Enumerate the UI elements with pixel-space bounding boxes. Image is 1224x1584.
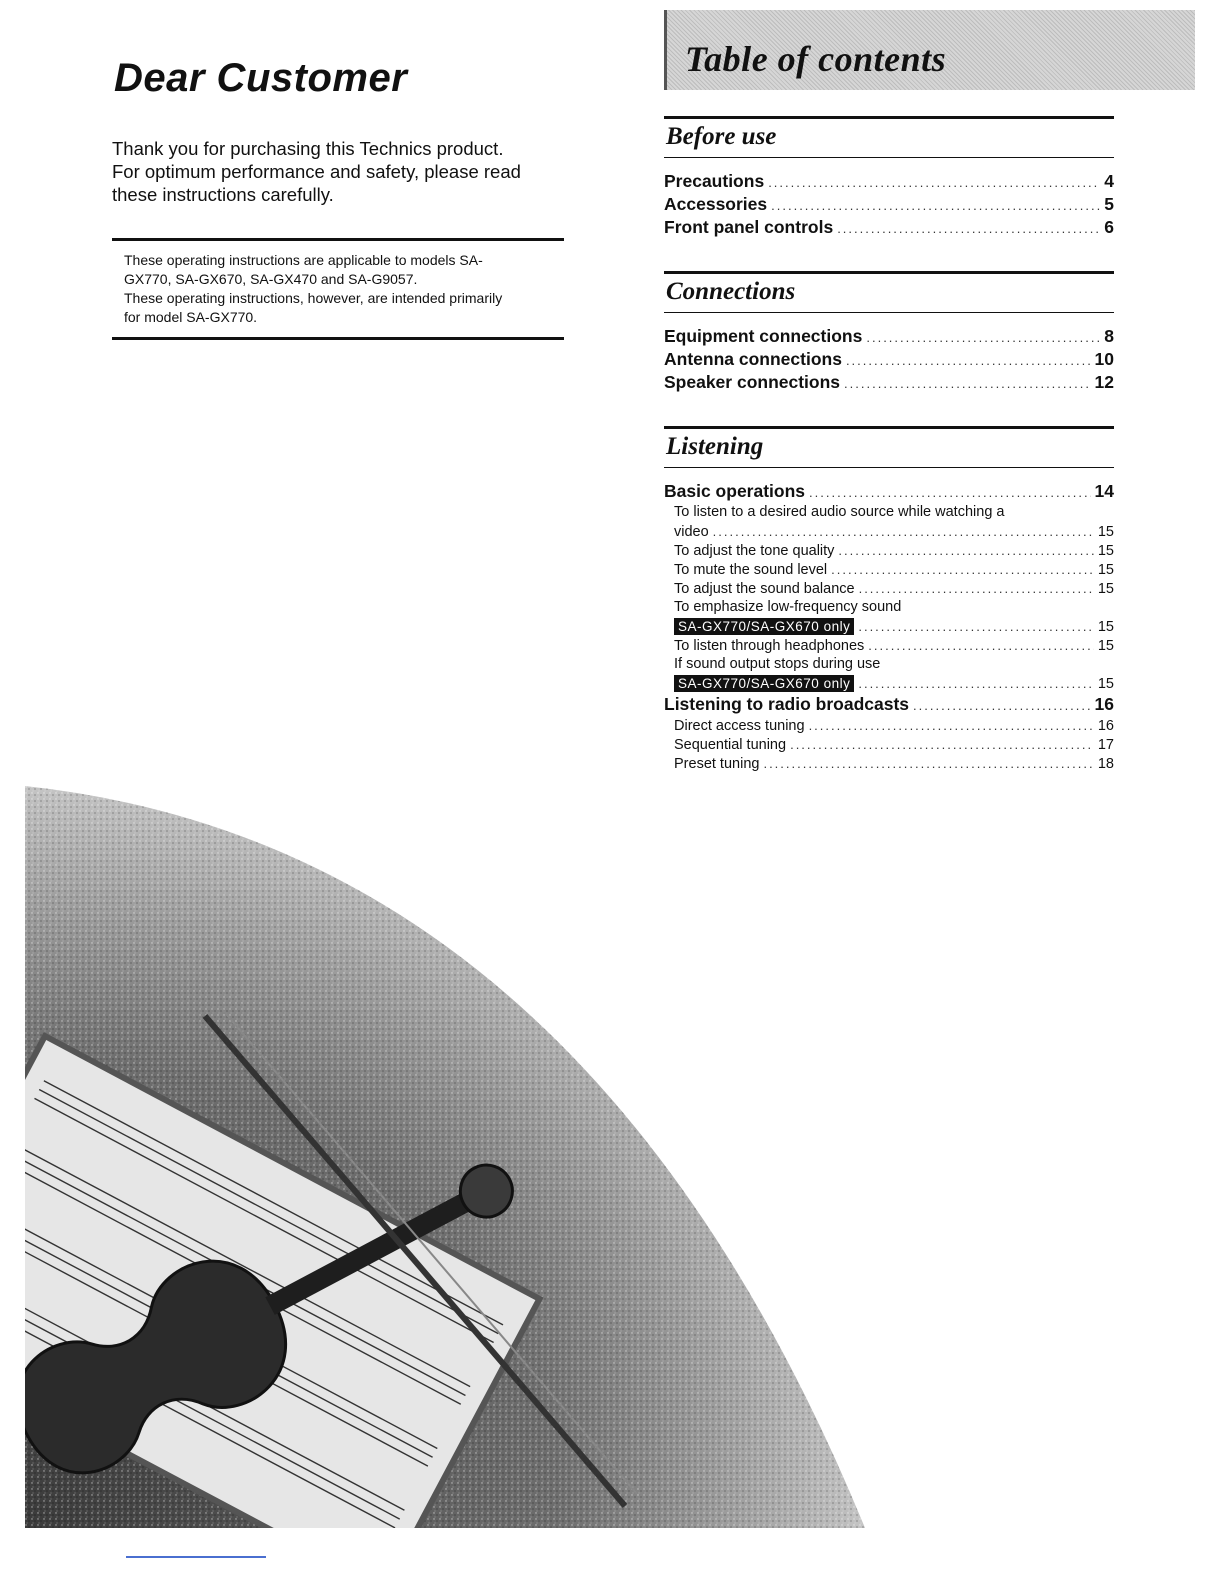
entry-label: Antenna connections (664, 349, 842, 369)
toc-subentry[interactable] (674, 754, 1114, 773)
intro-text (112, 137, 564, 206)
page-number: 4 (1104, 171, 1114, 191)
page-number: 8 (1104, 326, 1114, 346)
toc-entry[interactable] (664, 693, 1114, 716)
entry-label: Precautions (664, 171, 765, 191)
entry-label: To listen through headphones (674, 638, 865, 654)
section-title: Connections (666, 278, 796, 305)
entry-label: To adjust the tone quality (674, 543, 835, 559)
intro-line: For optimum performance and safety, please read (112, 161, 521, 182)
page-number: 14 (1094, 481, 1114, 501)
entry-label: To adjust the sound balance (674, 581, 855, 597)
toc-subentry-text[interactable]: If sound output stops during use (674, 656, 881, 672)
entry-label: Listening to radio broadcasts (664, 694, 910, 714)
entry-label: Basic operations (664, 481, 806, 501)
entry-label: Speaker connections (664, 372, 841, 392)
section-heading-connections (664, 271, 1114, 313)
page-number: 15 (1097, 581, 1114, 597)
toc-title: Table of contents (685, 39, 947, 79)
toc-subentry[interactable] (674, 617, 1114, 636)
dot-leader (838, 541, 1093, 560)
listening-entries (664, 480, 1114, 773)
connections-entries (664, 325, 1114, 394)
notice-line: These operating instructions are applicable to models SA- (124, 252, 483, 268)
toc-entry[interactable] (664, 371, 1114, 394)
notice-line: GX770, SA-GX670, SA-GX470 and SA-G9057. (124, 271, 418, 287)
model-badge: SA-GX770/SA-GX670 only (674, 675, 854, 692)
entry-label: Preset tuning (674, 756, 760, 772)
dot-leader (713, 522, 1094, 541)
page-number: 12 (1094, 372, 1114, 392)
dot-leader (831, 560, 1094, 579)
page-number: 16 (1097, 718, 1114, 734)
toc-subentry[interactable] (674, 579, 1114, 598)
toc-subentry[interactable] (674, 541, 1114, 560)
page-number: 10 (1094, 349, 1114, 369)
page-number: 15 (1097, 562, 1114, 578)
toc-subentry-text[interactable]: To emphasize low-frequency sound (674, 599, 902, 615)
toc-entry[interactable] (664, 348, 1114, 371)
entry-label: Accessories (664, 194, 768, 214)
dot-leader (868, 636, 1094, 655)
page-number: 18 (1097, 756, 1114, 772)
violin-illustration (25, 786, 865, 1528)
page-number: 5 (1104, 194, 1114, 214)
toc-entry[interactable] (664, 193, 1114, 216)
page-number: 15 (1097, 543, 1114, 559)
section-heading-before-use (664, 116, 1114, 158)
dot-leader (858, 674, 1094, 693)
dot-leader (866, 326, 1100, 349)
dot-leader (846, 349, 1091, 372)
toc-subentry-text[interactable]: To listen to a desired audio source while watching a (674, 504, 1005, 520)
page-number: 15 (1097, 638, 1114, 654)
page-number: 15 (1097, 619, 1114, 635)
page-number: 16 (1094, 694, 1114, 714)
dot-leader (837, 217, 1100, 240)
section-heading-listening (664, 426, 1114, 468)
dot-leader (809, 716, 1094, 735)
toc-entry[interactable] (664, 325, 1114, 348)
dot-leader (763, 754, 1093, 773)
dot-leader (771, 194, 1100, 217)
intro-line: Thank you for purchasing this Technics product. (112, 138, 504, 159)
dear-customer-column (112, 56, 564, 340)
section-title: Listening (666, 433, 764, 460)
toc-entry[interactable] (664, 170, 1114, 193)
entry-label: Direct access tuning (674, 718, 805, 734)
dot-leader (790, 735, 1094, 754)
dot-leader (913, 694, 1090, 717)
entry-label: Front panel controls (664, 217, 834, 237)
toc-entry[interactable] (664, 216, 1114, 239)
before-use-entries (664, 170, 1114, 239)
toc-entry[interactable] (664, 480, 1114, 503)
toc-subentry[interactable] (674, 674, 1114, 693)
notice-line: These operating instructions, however, are intended primarily (124, 290, 503, 306)
page-number: 17 (1097, 737, 1114, 753)
entry-label: To mute the sound level (674, 562, 828, 578)
dot-leader (858, 617, 1094, 636)
intro-line: these instructions carefully. (112, 184, 334, 205)
toc-banner (664, 10, 1195, 90)
entry-label: Sequential tuning (674, 737, 787, 753)
page-number: 15 (1097, 676, 1114, 692)
toc-subentry[interactable] (674, 522, 1114, 541)
entry-label: Equipment connections (664, 326, 863, 346)
notice-line: for model SA-GX770. (124, 309, 258, 325)
page-number: 6 (1104, 217, 1114, 237)
dot-leader (768, 171, 1100, 194)
toc-subentry[interactable] (674, 735, 1114, 754)
dot-leader (809, 481, 1091, 504)
dear-customer-title: Dear Customer (114, 56, 408, 100)
section-title: Before use (666, 123, 777, 150)
toc-subentry[interactable] (674, 636, 1114, 655)
toc-subentry[interactable] (674, 716, 1114, 735)
toc-subentry[interactable] (674, 560, 1114, 579)
model-badge: SA-GX770/SA-GX670 only (674, 618, 854, 635)
dot-leader (859, 579, 1094, 598)
footer-underline (126, 1556, 266, 1558)
dot-leader (844, 372, 1090, 395)
page-number: 15 (1097, 524, 1114, 540)
entry-label: video (674, 524, 709, 540)
applicability-notice (112, 238, 564, 340)
